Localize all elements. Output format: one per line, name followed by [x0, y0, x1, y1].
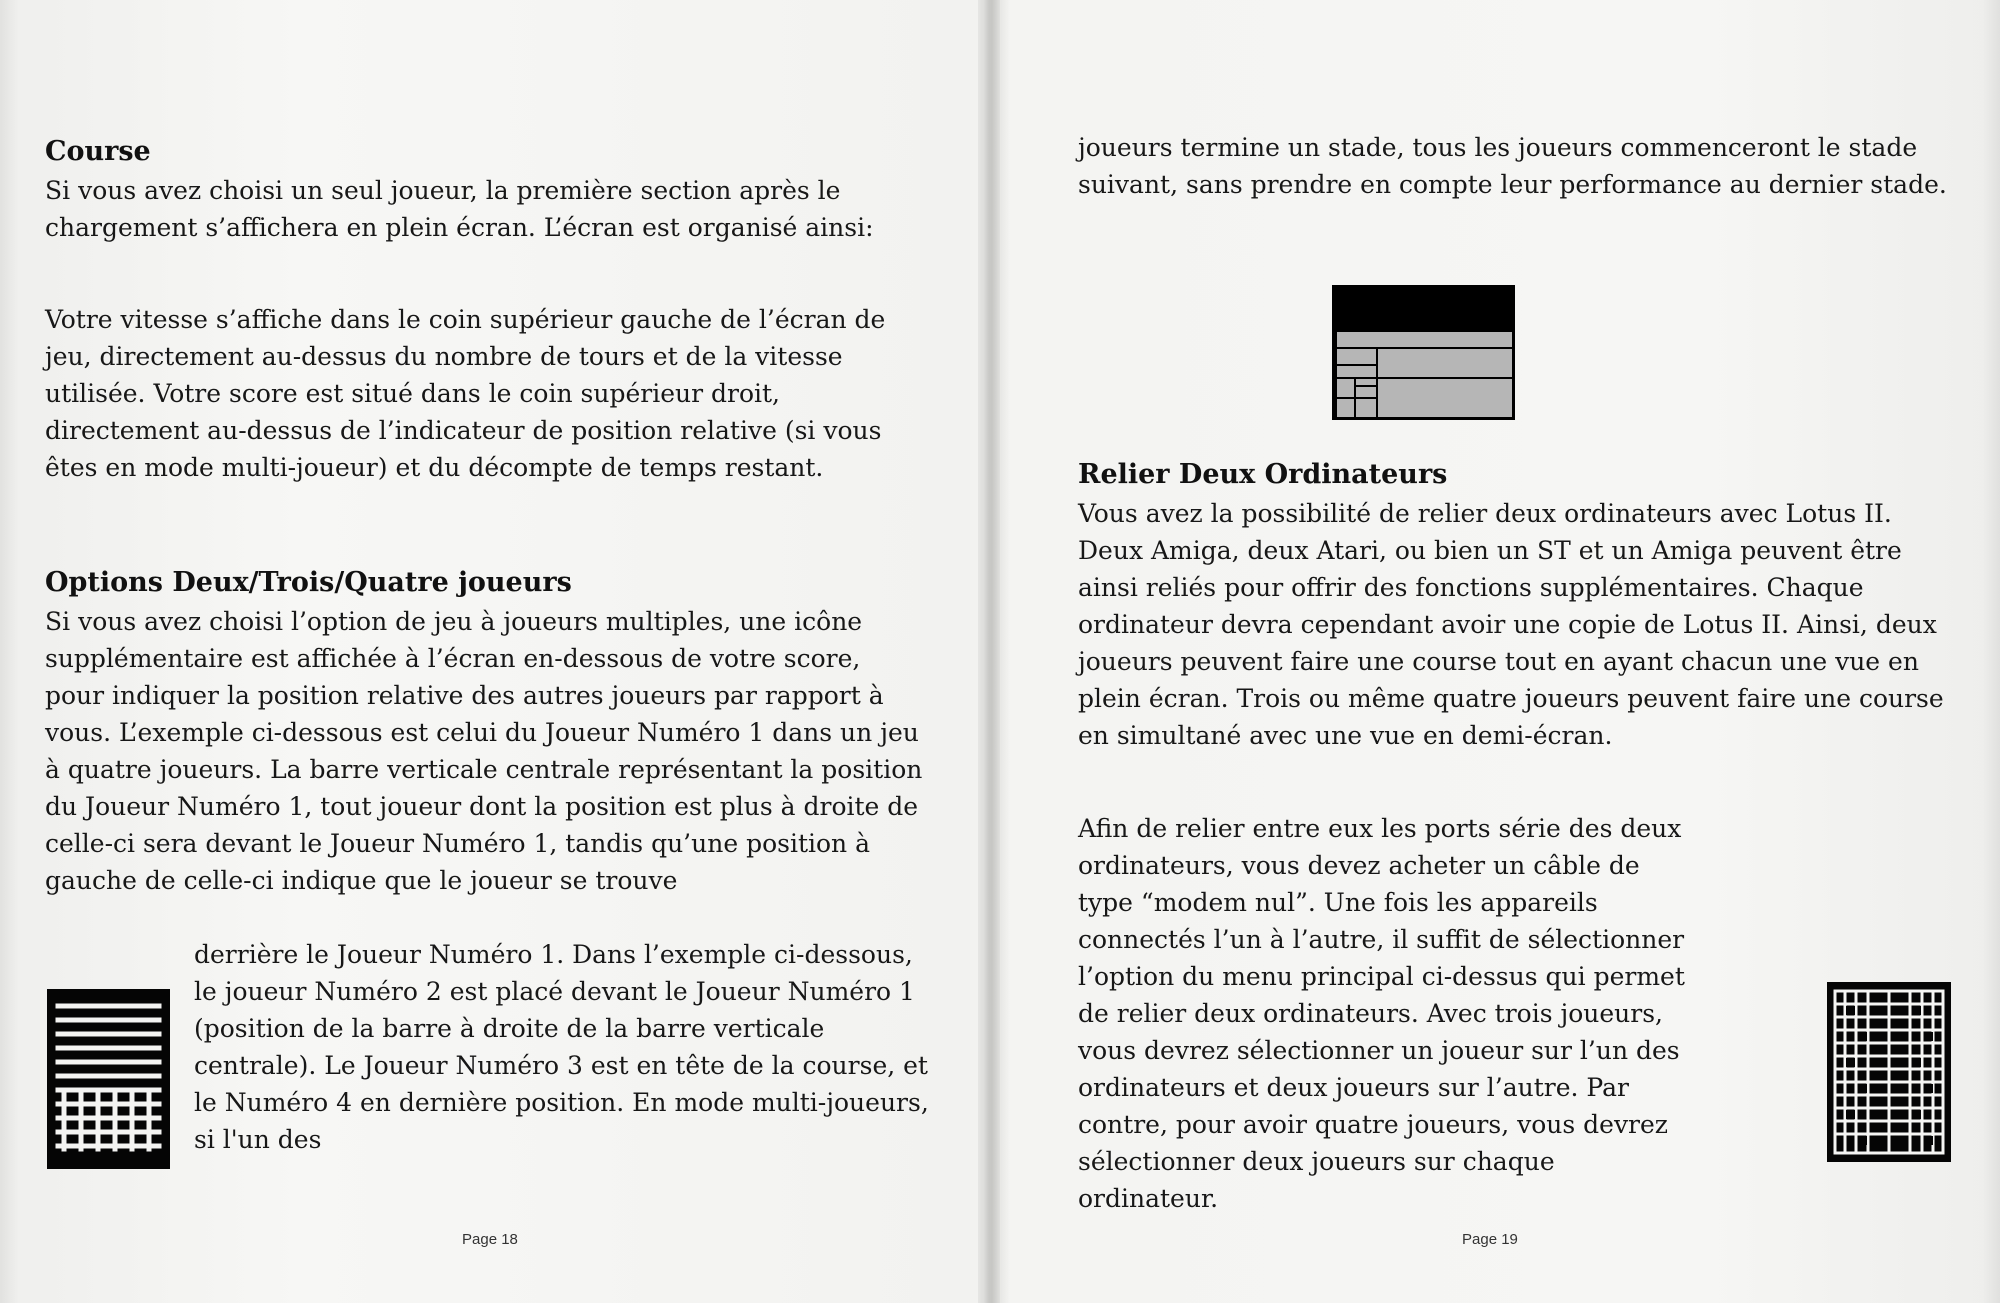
continued-paragraph: joueurs termine un stade, tous les joueurs commenceront le stade suivant, sans prendre en compte leur performance au dernier stade. — [1078, 133, 1947, 199]
multiplayer-options-paragraph: Si vous avez choisi l’option de jeu à joueurs multiples, une icône supplémentaire est affichée à l’écran en-dessous de votre score, pour indiquer la position relative des autres joueurs par rapport à vous. L’exemple ci-dessous est celui du Joueur Numéro 1 dans un jeu à quatre joueurs. La barre verticale centrale représentant la position du Joueur Numéro 1, tout joueur dont la position est plus à droite de celle-ci sera devant le Joueur Numéro 1, tandis qu’une position à gauche de celle-ci indique que le joueur se trouve — [45, 607, 923, 895]
multiplayer-options-continued: derrière le Joueur Numéro 1. Dans l’exemple ci-dessous, le joueur Numéro 2 est placé devant le Joueur Numéro 1 (position de la barre à droite de la barre verticale centrale). Le Joueur Numéro 3 est en tête de la course, et le Numéro 4 en dernière position. En mode multi-joueurs, si l'un des — [194, 940, 929, 1154]
link-computers-paragraph-2: Afin de relier entre eux les ports série des deux ordinateurs, vous devez acheter un câble de type “modem nul”. Une fois les appareils connectés l’un à l’autre, il suffit de sélectionner l’option du menu principal ci-dessus qui permet de relier deux ordinateurs. Avec trois joueurs, vous devrez sélectionner un joueur sur l’un des ordinateurs et deux joueurs sur l’autre. Par contre, pour avoir quatre joueurs, vous devrez sélectionner deux joueurs sur chaque ordinateur. — [1078, 814, 1685, 1213]
binding-fold — [978, 0, 1000, 1303]
left-page — [0, 0, 980, 1303]
right-page — [1000, 0, 2000, 1303]
course-paragraph-1: Si vous avez choisi un seul joueur, la première section après le chargement s’affichera en plein écran. L’écran est organisé ainsi: — [45, 176, 874, 242]
course-paragraph-2: Votre vitesse s’affiche dans le coin supérieur gauche de l’écran de jeu, directement au-dessus du nombre de tours et de la vitesse utilisée. Votre score est situé dans le coin supérieur droit, directement au-dessus de l’indicateur de position relative (si vous êtes en mode multi-joueur) et du décompte de temps restant. — [45, 305, 886, 482]
page-number-19: Page 19 — [1462, 1231, 1518, 1248]
page-number-18: Page 18 — [462, 1231, 518, 1248]
multiplayer-options-heading: Options Deux/Trois/Quatre joueurs — [45, 567, 572, 598]
course-heading: Course — [45, 136, 151, 167]
player-grid-icon — [1827, 982, 1951, 1162]
position-indicator-icon — [47, 989, 170, 1169]
link-computers-heading: Relier Deux Ordinateurs — [1078, 459, 1448, 490]
link-computers-paragraph-1: Vous avez la possibilité de relier deux ordinateurs avec Lotus II. Deux Amiga, deux Atari, ou bien un ST et un Amiga peuvent être ainsi reliés pour offrir des fonctions supplémentaires. Chaque ordinateur devra cependant avoir une copie de Lotus II. Ainsi, deux joueurs peuvent faire une course tout en ayant chacun une vue en plein écran. Trois ou même quatre joueurs peuvent faire une course en simultané avec une vue en demi-écran. — [1078, 499, 1944, 750]
computer-link-diagram — [1332, 285, 1515, 420]
